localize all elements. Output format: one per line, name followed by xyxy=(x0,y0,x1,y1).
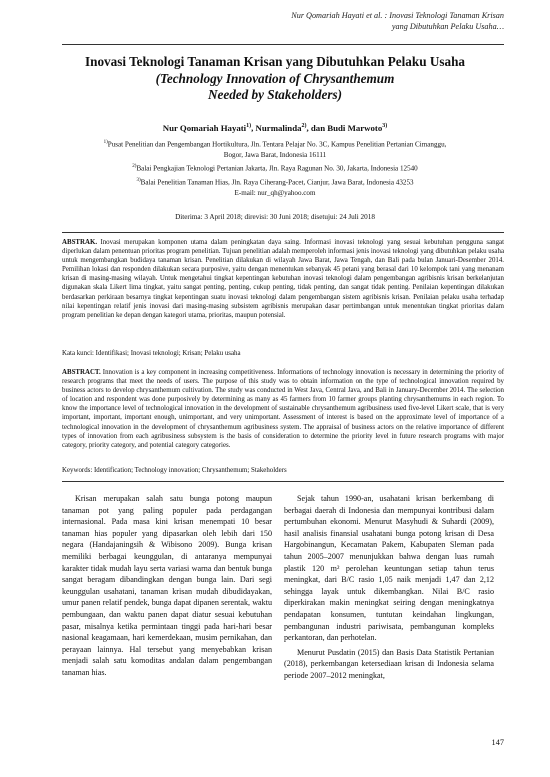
body-column-left xyxy=(62,493,272,679)
abstract-bottom-divider xyxy=(62,481,504,482)
running-header-line-1: Nur Qomariah Hayati et al. : Inovasi Teknologi Tanaman Krisan xyxy=(291,11,504,20)
kata-kunci: Kata kunci: Identifikasi; Inovasi teknologi; Krisan; Pelaku usaha xyxy=(62,350,241,357)
author-email: E-mail: nur_qh@yahoo.com xyxy=(234,189,316,198)
abstrak-block xyxy=(62,238,504,320)
affiliations xyxy=(40,137,510,199)
header-divider xyxy=(62,44,504,45)
page-number: 147 xyxy=(491,738,504,747)
body-paragraph: Krisan merupakan salah satu bunga potong maupun tanaman pot yang paling populer pada perdagangan internasional. Pada masa kini krisan menempati 10 besar tanaman hias populer yang dipasarkan oleh lebih dari 150 negara (Handajaningsih & Wibisono 2009). Bunga krisan memiliki berbagai keunggulan, di antaranya mempunyai karakter tidak mudah layu serta variasi warna dan bentuk bunga sangat beragam dibandingkan dengan bunga lain. Dari segi keunggulan usahatani, tanaman krisan mudah dibudidayakan, umur panen relatif pendek, bunga dapat dipanen serentak, waktu pembungaan, dan waktu panen dapat diatur sesuai kebutuhan pasar, misalnya ketika permintaan tinggi pada hari-hari besar nasional keagamaan, hari kemerdekaan, musim pernikahan, dan perayaan lainnya. Hal tersebut yang menyebabkan krisan menjadi salah satu komoditas andalan dalam pengembangan tanaman hias. xyxy=(62,494,272,677)
affiliation-text: Balai Penelitian Tanaman Hias, Jln. Raya Ciherang-Pacet, Cianjur, Jawa Barat, Indonesia 43253 xyxy=(140,178,414,187)
affiliation-3 xyxy=(40,175,510,188)
keywords-english: Keywords: Identification; Technology innovation; Chrysanthemum; Stakeholders xyxy=(62,467,287,474)
author-separator: , xyxy=(251,123,256,133)
author-list xyxy=(40,123,510,133)
abstrak-text: Inovasi merupakan komponen utama dalam peningkatan daya saing. Informasi inovasi teknologi yang sesuai kebutuhan pengguna sangat diperlukan dalam penentuan prioritas program penelitian. Tujuan penelitian adalah memperoleh informasi jenis inovasi teknologi yang dibutuhkan pelaku usaha untuk mengembangkan budidaya tanaman krisan. Penelitian dilakukan di wilayah Jawa Barat, Jawa Tengah, dan Bali pada bulan Januari-Desember 2014. Pemilihan lokasi dan responden dilakukan secara purposive, yaitu dengan menentukan sebanyak 45 petani yang berasal dari 10 kelompok tani yang menanam krisan di masing-masing wilayah. Untuk mengetahui tingkat kepentingan kebutuhan inovasi teknologi dalam pengembangan agribisnis krisan berkelanjutan digunakan skala Likert lima tingkat, yaitu sangat penting, penting, cukup penting, tidak penting, dan sangat tidak penting. Penilaian kepentingan dilakukan berdasarkan perkiraan besarnya tingkat kepentingan suatu inovasi teknologi dalam pengembangan sistem agribisnis krisan. Penilaian pelaku usaha terhadap nilai kepentingan relatif jenis inovasi dari masing-masing subsistem agribisnis merupakan dasar pertimbangan untuk menentukan tingkat prioritas dalam program penelitian ke depan dengan kategori utama, prioritas, maupun potensial. xyxy=(62,239,504,319)
body-column-right xyxy=(284,493,494,682)
author-separator: , dan xyxy=(306,123,328,133)
affiliation-1-cont: Bogor, Jawa Barat, Indonesia 16111 xyxy=(223,151,327,160)
author-name: Nur Qomariah Hayati xyxy=(162,123,247,133)
affiliation-1 xyxy=(40,137,510,150)
abstract-text: Innovation is a key component in increasing competitiveness. Informations of technology innovation is necessary in determining the priority of research programs that meet the needs of users. The purpose of this study was to obtain information on the type of technological innovation required by business actors to develop chrysanthemum cultivation. The study was conducted in West Java, Central Java, and Bali in January-December 2014. The selection of location and respondent was done purposively by determining as many as 45 farmers from 10 farmer groups planting chrysanthemums in each region. To know the importance level of technological innovation in the development of sustainable chrysanthemum agribusiness used five-level Likert scale, that is very important, important, important enough, unimportant, and very unimportant. Assessment of interest is based on the approximate level of importance of a technological innovation in the development of chrysanthemum agribusiness system. The appraisal of business actors on the relative importance of different types of innovation from each agribusiness subsystem is the basis of consideration to determine the priority level in future research programs with major category, priority category, and potential category categories. xyxy=(62,369,504,449)
affiliation-text: Balai Pengkajian Teknologi Pertanian Jakarta, Jln. Raya Ragunan No. 30, Jakarta, Indonesia 12540 xyxy=(136,164,418,173)
author-name: Budi Marwoto xyxy=(327,123,383,133)
affiliation-mark: 1) xyxy=(103,140,108,145)
submission-dates: Diterima: 3 April 2018; direvisi: 30 Juni 2018; disetujui: 24 Juli 2018 xyxy=(175,213,375,221)
abstract-label: ABSTRACT. xyxy=(62,369,101,376)
abstract-top-divider xyxy=(62,232,504,233)
running-header xyxy=(291,10,504,32)
author-affil-mark: 1) xyxy=(246,123,252,130)
abstract-english-block xyxy=(62,368,504,450)
abstrak-label: ABSTRAK. xyxy=(62,239,98,246)
affiliation-mark: 3) xyxy=(136,177,141,183)
affiliation-mark: 2) xyxy=(132,164,137,170)
author-affil-mark: 3) xyxy=(382,123,388,130)
affiliation-2 xyxy=(40,161,510,174)
affiliation-text: Pusat Penelitian dan Pengembangan Hortikultura, Jln. Tentara Pelajar No. 3C, Kampus Penelitian Pertanian Cimanggu, xyxy=(107,140,447,149)
body-paragraph: Menurut Pusdatin (2015) dan Basis Data Statistik Pertanian (2018), perkembangan ketersediaan krisan di Indonesia selama periode 2007–2012 meningkat, xyxy=(284,647,494,680)
title-indonesian: Inovasi Teknologi Tanaman Krisan yang Dibutuhkan Pelaku Usaha xyxy=(84,54,466,69)
title-english-line-1: (Technology Innovation of Chrysanthemum xyxy=(155,70,395,86)
article-title xyxy=(40,54,510,104)
body-paragraph: Sejak tahun 1990-an, usahatani krisan berkembang di berbagai daerah di Indonesia dan mempunyai kontribusi dalam pertumbuhan ekonomi. Menurut Masyhudi & Suhardi (2009), hasil analisis finansial usahatani bunga potong krisan di Desa Hargobinangun, Kecamatan Pakem, Kabupaten Sleman pada tahun 2005–2007 menunjukkan bahwa dengan luas rumah plastik 120 m² perolehan keuntungan setiap tahun terus meningkat, dari B/C rasio 1,05 naik menjadi 1,47 dan 2,12 sehingga layak untuk dikembangkan. Nilai B/C rasio diperkirakan makin meningkat seiring dengan meningkatnya pendapatan konsumen, tuntutan keindahan lingkungan, pembangunan industri pariwisata, pembangunan kompleks perkantoran, dan perhotelan. xyxy=(284,494,494,643)
title-english-line-2: Needed by Stakeholders) xyxy=(207,87,343,102)
author-affil-mark: 2) xyxy=(301,123,307,130)
running-header-line-2: yang Dibutuhkan Pelaku Usaha… xyxy=(391,22,504,31)
author-name: Nurmalinda xyxy=(255,123,302,133)
